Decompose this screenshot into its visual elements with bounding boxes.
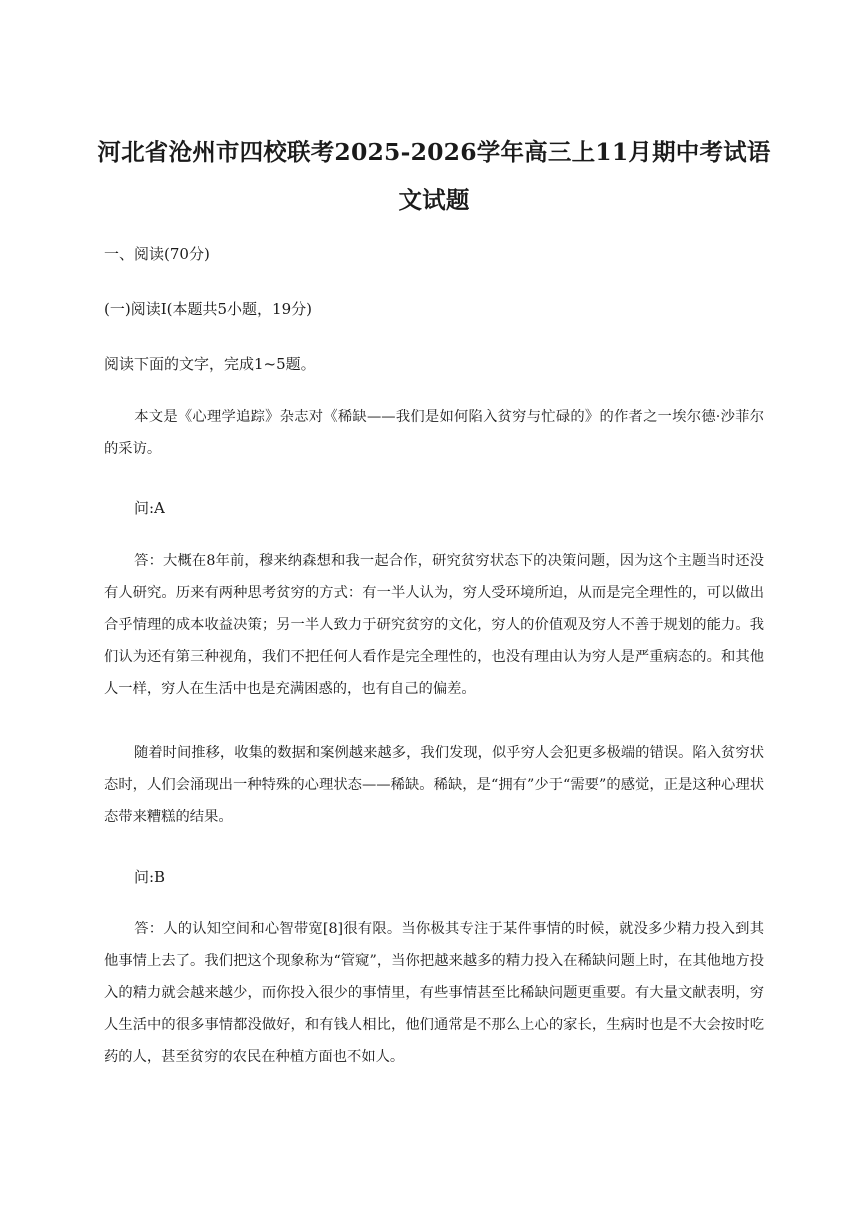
question-b: 问:B: [134, 868, 166, 886]
answer-a-paragraph: [104, 545, 764, 705]
question-a: 问:A: [134, 499, 165, 517]
subsection-heading: (一)阅读I(本题共5小题，19分): [104, 300, 312, 318]
body-paragraph-2: [104, 737, 764, 833]
reading-instruction: 阅读下面的文字，完成1~5题。: [104, 355, 316, 373]
answer-b-text: 答：人的认知空间和心智带宽[8]很有限。当你极其专注于某件事情的时候，就没多少精力投入到其他事情上去了。我们把这个现象称为“管窥”，当你把越来越多的精力投入在稀缺问题上时，在其他地方投入的精力就会越来越少，而你投入很少的事情里，有些事情甚至比稀缺问题更重要。有大量文献表明，穷人生活中的很多事情都没做好，和有钱人相比，他们通常是不那么上心的家长，生病时也是不大会按时吃药的人，甚至贫穷的农民在种植方面也不如人。: [104, 921, 764, 1065]
intro-text: 本文是《心理学追踪》杂志对《稀缺——我们是如何陷入贫穷与忙碌的》的作者之一埃尔德·沙菲尔的采访。: [104, 409, 764, 457]
paragraph-2-text: 随着时间推移，收集的数据和案例越来越多，我们发现，似乎穷人会犯更多极端的错误。陷入贫穷状态时，人们会涌现出一种特殊的心理状态——稀缺。稀缺，是“拥有”少于“需要”的感觉，正是这种心理状态带来糟糕的结果。: [104, 745, 764, 825]
answer-b-paragraph: [104, 913, 764, 1073]
section-heading: 一、阅读(70分): [104, 245, 210, 263]
answer-a-text: 答：大概在8年前，穆来纳森想和我一起合作，研究贫穷状态下的决策问题，因为这个主题当时还没有人研究。历来有两种思考贫穷的方式：有一半人认为，穷人受环境所迫，从而是完全理性的，可以做出合乎情理的成本收益决策；另一半人致力于研究贫穷的文化，穷人的价值观及穷人不善于规划的能力。我们认为还有第三种视角，我们不把任何人看作是完全理性的，也没有理由认为穷人是严重病态的。和其他人一样，穷人在生活中也是充满困惑的，也有自己的偏差。: [104, 553, 764, 697]
intro-paragraph: [104, 401, 764, 465]
document-title: 河北省沧州市四校联考2025-2026学年高三上11月期中考试语文试题: [97, 138, 771, 214]
